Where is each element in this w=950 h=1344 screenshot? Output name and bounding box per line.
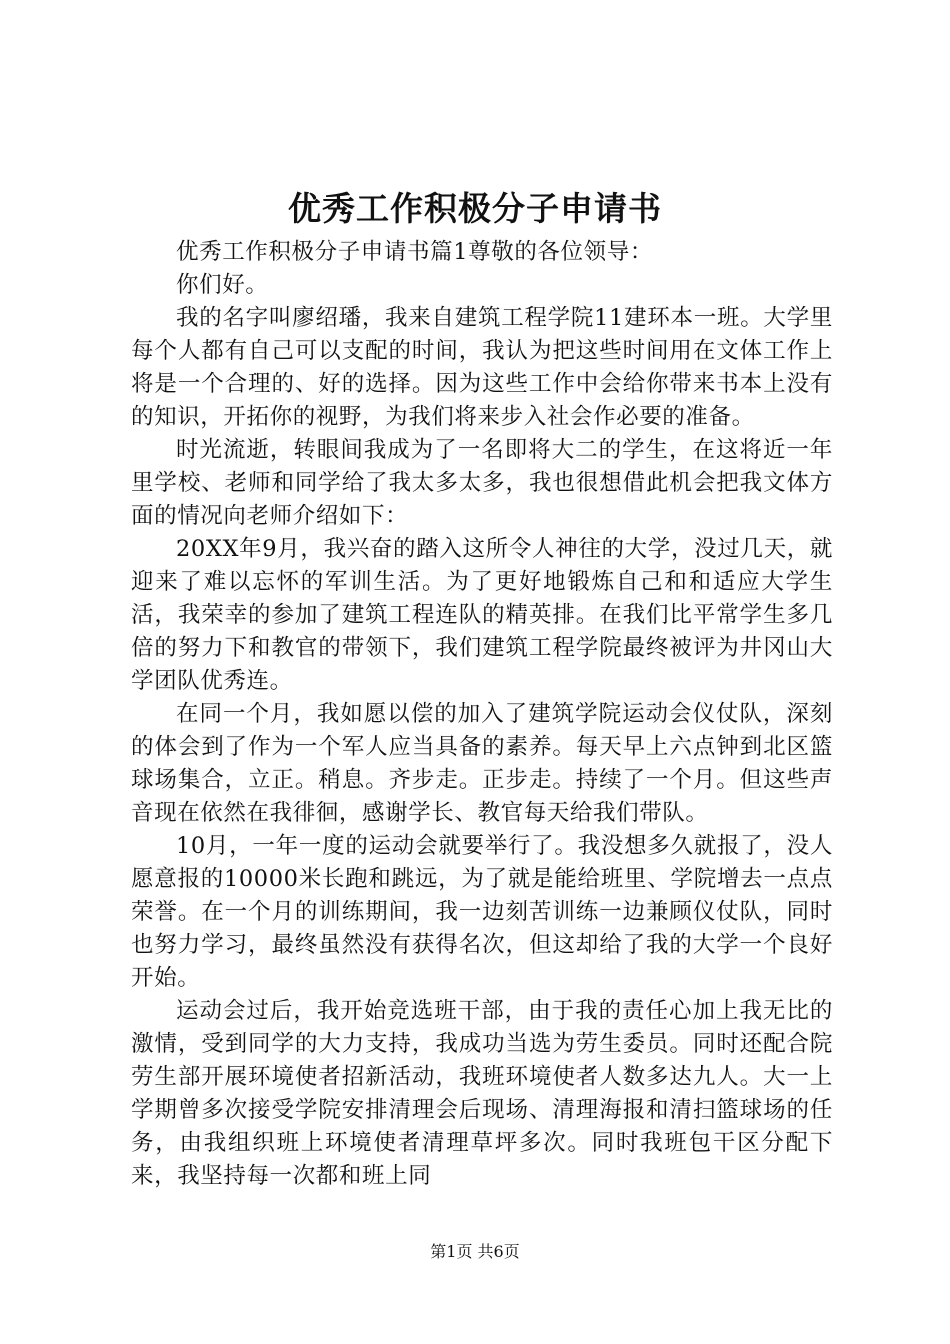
paragraph: 运动会过后，我开始竞选班干部，由于我的责任心加上我无比的激情，受到同学的大力支持，我成功当选为劳生委员。同时还配合院劳生部开展环境使者招新活动，我班环境使者人数多达九人。大一上学期曾多次接受学院安排清理会后现场、清理海报和清扫篮球场的任务，由我组织班上环境使者清理草坪多次。同时我班包干区分配下来，我坚持每一次都和班上同 (131, 998, 833, 1189)
paragraph: 时光流逝，转眼间我成为了一名即将大二的学生，在这将近一年里学校、老师和同学给了我太多太多，我也很想借此机会把我文体方面的情况向老师介绍如下： (131, 437, 833, 529)
page-number-footer: 第1页 共6页 (430, 1242, 520, 1261)
paragraph: 我的名字叫廖绍璠，我来自建筑工程学院11建环本一班。大学里每个人都有自己可以支配的时间，我认为把这些时间用在文体工作上将是一个合理的、好的选择。因为这些工作中会给你带来书本上没有的知识，开拓你的视野，为我们将来步入社会作必要的准备。 (131, 305, 833, 430)
paragraph: 20XX年9月，我兴奋的踏入这所令人神往的大学，没过几天，就迎来了难以忘怀的军训生活。为了更好地锻炼自己和和适应大学生活，我荣幸的参加了建筑工程连队的精英排。在我们比平常学生多几倍的努力下和教官的带领下，我们建筑工程学院最终被评为井冈山大学团队优秀连。 (131, 536, 833, 694)
paragraph: 优秀工作积极分子申请书篇1尊敬的各位领导： (176, 239, 653, 265)
document-title: 优秀工作积极分子申请书 (288, 189, 662, 228)
paragraph: 10月，一年一度的运动会就要举行了。我没想多久就报了，没人愿意报的10000米长跑和跳远，为了就是能给班里、学院增去一点点荣誉。在一个月的训练期间，我一边刻苦训练一边兼顾仪仗队，同时也努力学习，最终虽然没有获得名次，但这却给了我的大学一个良好开始。 (131, 833, 833, 991)
paragraph: 在同一个月，我如愿以偿的加入了建筑学院运动会仪仗队，深刻的体会到了作为一个军人应当具备的素养。每天早上六点钟到北区篮球场集合，立正。稍息。齐步走。正步走。持续了一个月。但这些声音现在依然在我徘徊，感谢学长、教官每天给我们带队。 (131, 701, 833, 826)
paragraph: 你们好。 (176, 272, 269, 298)
document-body (131, 236, 833, 1193)
